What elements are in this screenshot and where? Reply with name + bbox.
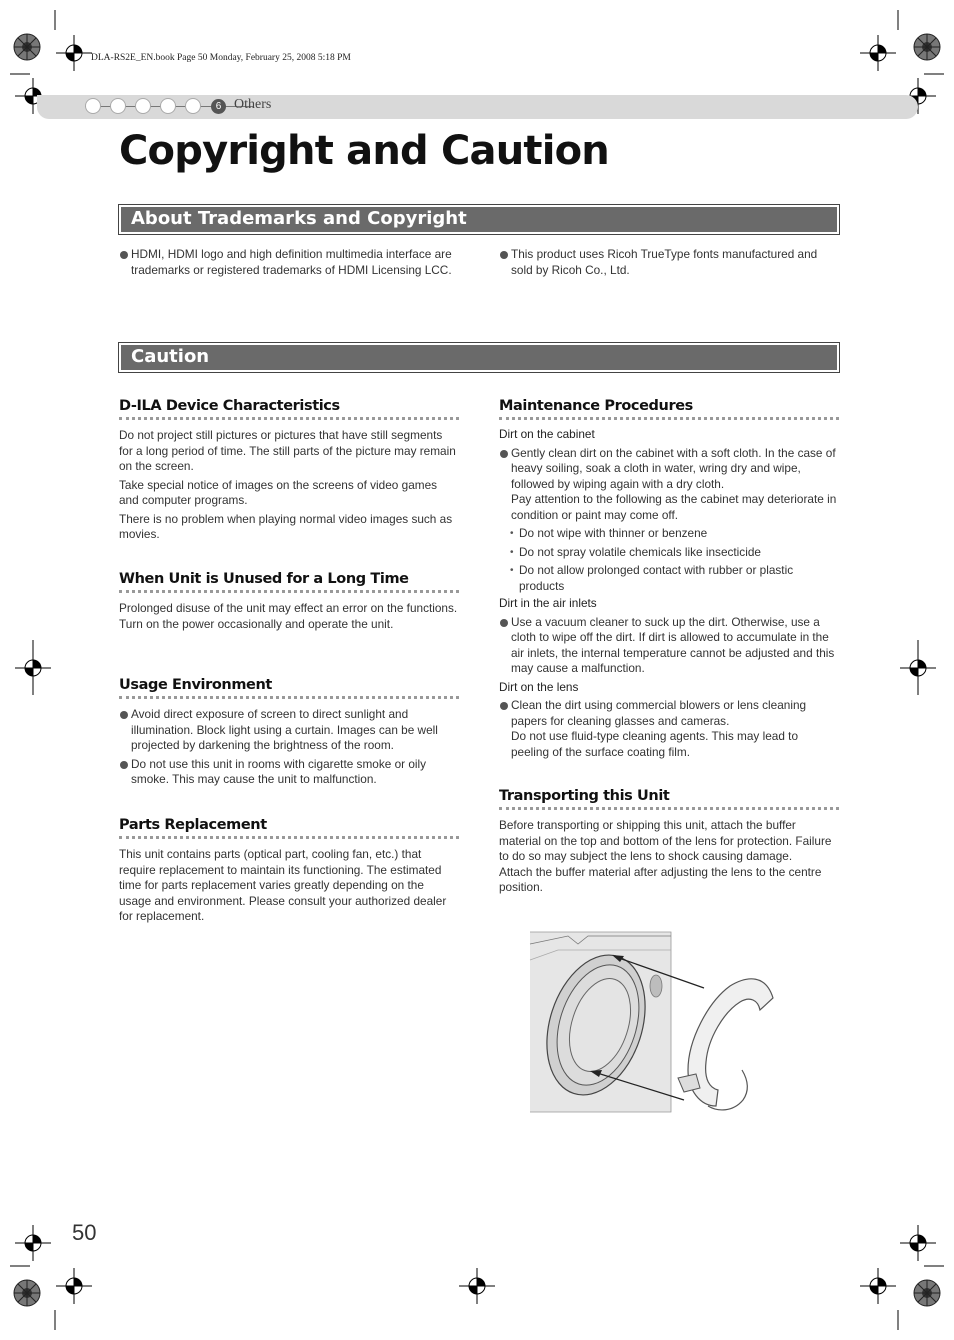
paragraph: Attach the buffer material after adjusting the lens to the centre position. [499, 864, 822, 894]
dotted-divider [119, 696, 459, 699]
page-title: Copyright and Caution [119, 128, 609, 174]
bullet-item: Clean the dirt using commercial blowers or lens cleaning papers for cleaning glasses and cameras. [499, 698, 839, 729]
chapter-dot-icon [110, 98, 126, 114]
unused-section [119, 571, 459, 632]
dotted-divider [499, 417, 839, 420]
paragraph: This unit contains parts (optical part, cooling fan, etc.) that require replacement to maintain its functioning. The estimated time for parts replacement varies greatly depending on the usage and environment. Please consult your authorized dealer for replacement. [119, 847, 447, 923]
bullet-item: Do not use this unit in rooms with cigarette smoke or oily smoke. This may cause the unit to malfunction. [119, 757, 459, 788]
sub-bullet-item: • Do not spray volatile chemicals like insecticide [499, 545, 839, 561]
dotted-divider [119, 836, 459, 839]
trademark-text: HDMI, HDMI logo and high definition multimedia interface are trademarks or registered trademarks of HDMI Licensing LCC. [119, 247, 461, 278]
subsection-heading: Maintenance Procedures [499, 398, 693, 414]
chapter-label: Others [234, 97, 272, 112]
dotted-divider [499, 807, 839, 810]
subsection-heading: Usage Environment [119, 677, 272, 693]
chapter-dot-icon [160, 98, 176, 114]
bullet-item: Gently clean dirt on the cabinet with a soft cloth. In the case of heavy soiling, soak a cloth in water, wring dry and wipe, followed by wiping again with a dry cloth. [499, 446, 839, 493]
section-heading: Caution [131, 346, 210, 367]
trademark-text: This product uses Ricoh TrueType fonts manufactured and sold by Ricoh Co., Ltd. [499, 247, 834, 278]
dila-section [119, 398, 459, 543]
dotted-divider [119, 590, 459, 593]
maintenance-section [499, 398, 839, 760]
chapter-bar [37, 95, 918, 119]
section-header-caution [118, 342, 840, 373]
section-heading: About Trademarks and Copyright [131, 208, 467, 229]
subsection-heading: When Unit is Unused for a Long Time [119, 571, 409, 587]
chapter-dot-icon [85, 98, 101, 114]
subsection-heading: D-ILA Device Characteristics [119, 398, 340, 414]
bullet-item: Avoid direct exposure of screen to direct sunlight and illumination. Block light using a curtain. Images can be well projected by darkening the brightness of the room. [119, 707, 459, 754]
chapter-dot-icon [135, 98, 151, 114]
parts-section [119, 817, 459, 925]
section-header-trademarks [118, 204, 840, 235]
subsection-heading: Parts Replacement [119, 817, 267, 833]
lens-buffer-illustration [528, 930, 780, 1114]
trademark-item [119, 247, 461, 278]
book-info: DLA-RS2E_EN.book Page 50 Monday, February 25, 2008 5:18 PM [91, 53, 351, 63]
lens-label: Dirt on the lens [499, 679, 579, 694]
usage-section [119, 677, 459, 788]
page-number: 50 [72, 1220, 97, 1245]
chapter-number: 6 [211, 99, 226, 114]
transport-section [499, 788, 839, 896]
bullet-item: Use a vacuum cleaner to suck up the dirt. Otherwise, use a cloth to wipe off the dirt. If dirt is allowed to accumulate in the air inlets, the internal temperature cannot be adjusted and this may cause a malfunction. [499, 615, 839, 677]
cabinet-label: Dirt on the cabinet [499, 427, 595, 441]
chapter-dot-icon [185, 98, 201, 114]
dotted-divider [119, 417, 459, 420]
air-inlets-label: Dirt in the air inlets [499, 596, 597, 610]
sub-bullet-item: • Do not wipe with thinner or benzene [499, 526, 839, 542]
trademark-item [499, 247, 834, 278]
paragraph: Take special notice of images on the screens of video games and computer programs. [119, 477, 438, 507]
paragraph: Do not project still pictures or pictures that have still segments for a long period of time. The still parts of the picture may remain on the screen. [119, 428, 456, 473]
paragraph: Do not use fluid-type cleaning agents. This may lead to peeling of the surface coating film. [511, 729, 799, 759]
sub-bullet-item: • Do not allow prolonged contact with rubber or plastic products [499, 563, 839, 594]
paragraph: Pay attention to the following as the cabinet may deteriorate in condition or paint may come off. [511, 492, 837, 522]
subsection-heading: Transporting this Unit [499, 788, 670, 804]
paragraph: There is no problem when playing normal video images such as movies. [119, 511, 453, 541]
paragraph: Prolonged disuse of the unit may effect an error on the functions. Turn on the power occasionally and operate the unit. [119, 601, 458, 631]
paragraph: Before transporting or shipping this unit, attach the buffer material on the top and bottom of the lens for protection. Failure to do so may subject the lens to shock causing damage. [499, 818, 832, 863]
